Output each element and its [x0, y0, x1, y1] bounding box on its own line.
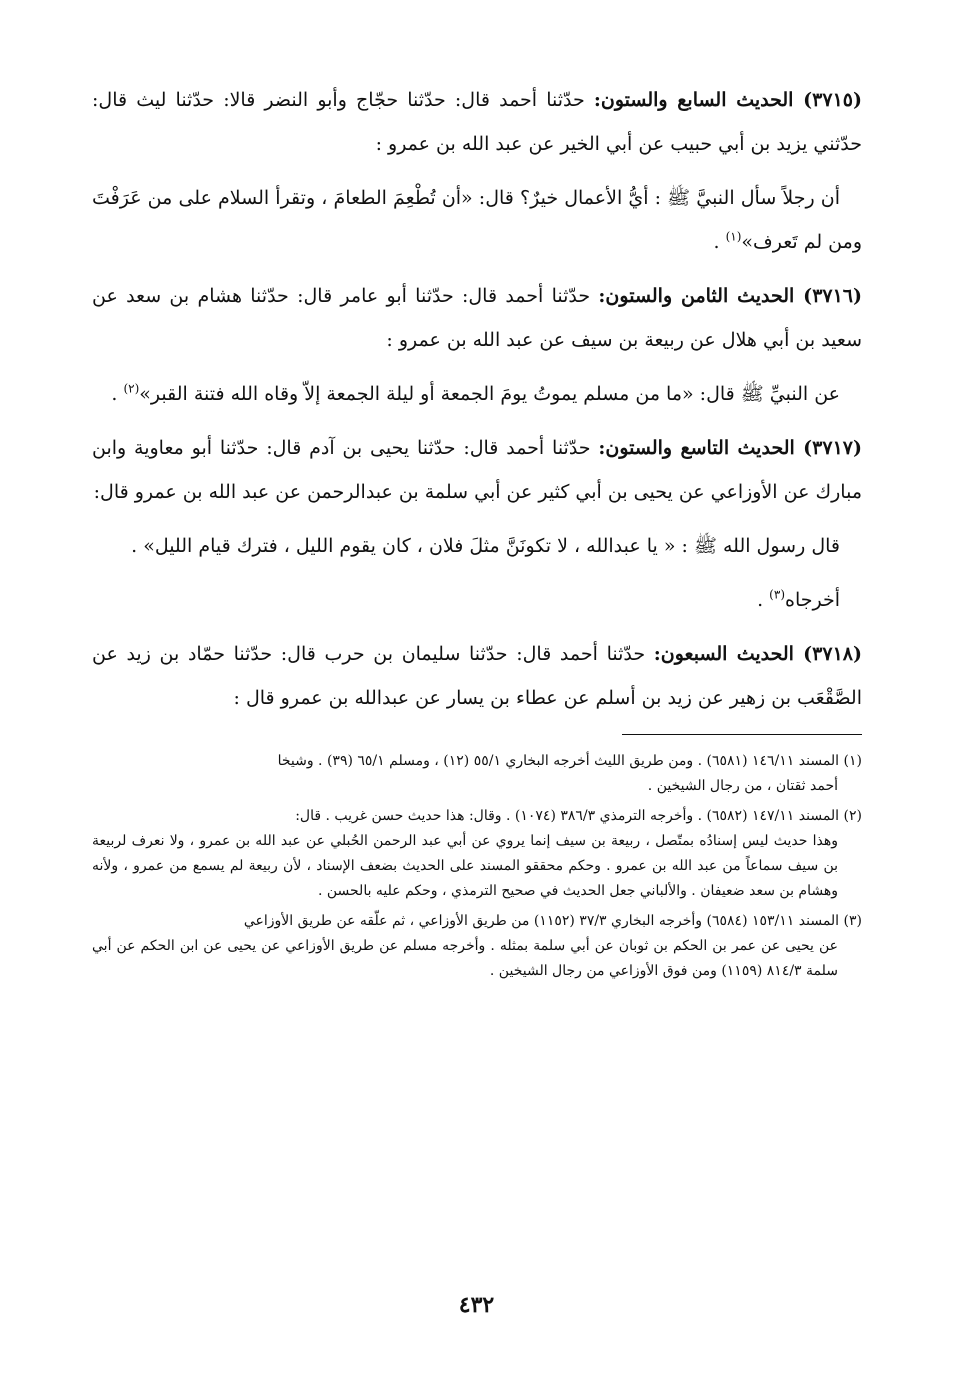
hadith-isnad-text: حدّثنا أحمد قال: حدّثنا يحيى بن آدم قال: حدّثنا أبو معاوية وابن مبارك عن الأوزاعي عن يحيى بن أبي كثير عن أبي سلمة بن عبدالرحمن عن عبد الله بن عمرو قال: [92, 437, 862, 503]
hadith-3716-matn: عن النبيِّ ﷺ قال: «ما من مسلم يموتُ يومَ الجمعة أو ليلة الجمعة إلاّ وقاه الله فتنة القبر»$^{(٢)}$ . [111, 381, 840, 405]
footnote-2 [92, 804, 862, 904]
footnote-number: (١) [843, 753, 862, 769]
footnote-first-line: المسند ١٤٦/١١ (٦٥٨١) . ومن طريق الليث أخرجه البخاري ٥٥/١ (١٢) ، ومسلم ٦٥/١ (٣٩) . وشيخا [277, 753, 840, 769]
hadith-heading: (٣٧١٥) الحديث السابع والستون: [593, 89, 862, 111]
hadith-3716-isnad [92, 274, 862, 362]
hadith-isnad-text: حدّثنا أحمد قال: حدّثنا سليمان بن حرب قال: حدّثنا حمّاد بن زيد عن الصَّقْعَب بن زهير عن زيد بن أسلم عن عطاء بن يسار عن عبدالله بن عمرو قال : [92, 643, 862, 709]
hadith-heading: (٣٧١٨) الحديث السبعون: [653, 643, 862, 665]
hadith-heading: (٣٧١٦) الحديث الثامن والستون: [598, 285, 863, 307]
hadith-3718-isnad [92, 632, 862, 720]
footnote-number: (٢) [843, 808, 862, 824]
footnote-number: (٣) [843, 913, 862, 929]
footnote-first-line: المسند ١٥٣/١١ (٦٥٨٤) وأخرجه البخاري ٣٧/٣ (١١٥٢) من طريق الأوزاعي ، ثم علّقه عن طريق الأوزاعي [243, 913, 840, 929]
footnote-ref[interactable]: (١) [725, 229, 742, 244]
footnote-ref[interactable]: (٢) [123, 381, 140, 396]
page-body [92, 78, 862, 989]
hadith-isnad-text: حدّثنا أحمد قال: حدّثنا أبو عامر قال: حدّثنا هشام بن سعد عن سعيد بن أبي هلال عن ربيعة بن سيف عن عبد الله بن عمرو : [92, 285, 862, 351]
hadith-matn-text: عن النبيِّ ﷺ قال: «ما من مسلم يموتُ يومَ الجمعة أو ليلة الجمعة إلاّ وقاه الله فتنة القبر» [139, 383, 840, 405]
footnote-continuation: عن يحيى عن عمر بن الحكم بن ثوبان عن أبي سلمة بمثله . وأخرجه مسلم عن طريق الأوزاعي عن يحيى عن ابن الحكم عن أبي سلمة ٨١٤/٣ (١١٥٩) ومن فوق الأوزاعي من رجال الشيخين . [92, 938, 838, 979]
footnote-1 [92, 749, 862, 799]
hadith-3717-takhrij: أخرجاه$^{(٣)}$ . [757, 587, 840, 611]
page-number: ٤٣٢ [458, 1292, 495, 1318]
hadith-isnad-text: حدّثنا أحمد قال: حدّثنا حجّاج وأبو النضر قالا: حدّثنا ليث قال: حدّثني يزيد بن أبي حبيب عن أبي الخير عن عبد الله بن عمرو : [92, 89, 862, 155]
hadith-matn-text: أن رجلاً سأل النبيَّ ﷺ : أيُّ الأعمال خيرٌ؟ قال: «أن تُطْعِمَ الطعامَ ، وتقرأ السلام على من عَرَفْتَ ومن لم تَعرف» [92, 187, 862, 253]
footnote-divider [622, 734, 862, 735]
hadith-3717-isnad [92, 426, 862, 514]
footnote-3 [92, 909, 862, 984]
hadith-3717-matn [92, 524, 862, 568]
footnote-first-line: المسند ١٤٧/١١ (٦٥٨٢) . وأخرجه الترمذي ٣٨٦/٣ (١٠٧٤) . وقال: هذا حديث حسن غريب . قال: [295, 808, 840, 824]
takhrij-text: أخرجاه [785, 589, 840, 611]
hadith-3715-matn: أن رجلاً سأل النبيَّ ﷺ : أيُّ الأعمال خيرٌ؟ قال: «أن تُطْعِمَ الطعامَ ، وتقرأ السلام على من عَرَفْتَ ومن لم تَعرف»$^{(١)}$ . [92, 187, 862, 253]
footnote-ref[interactable]: (٣) [769, 587, 785, 602]
hadith-3715-isnad [92, 78, 862, 166]
footnote-continuation: وهذا حديث ليس إسنادُه بمتّصل ، ربيعة بن سيف إنما يروي عن أبي عبد الرحمن الحُبلي عن عبد الله بن عمرو ، ولا نعرف لربيعة بن سيف سماعاً من عبد الله بن عمرو . وحكم محققو المسند على الحديث بضعف الإسناد ، لأن ربيعة لم يسمع من عمرو ، ولأنه وهشام بن سعد ضعيفان . والألباني جعل الحديث في صحيح الترمذي ، وحكم عليه بالحسن . [92, 833, 838, 899]
hadith-matn-text: قال رسول الله ﷺ : « يا عبدالله ، لا تكونَنَّ مثلَ فلان ، كان يقوم الليل ، فترك قيام الليل» . [131, 535, 840, 557]
hadith-heading: (٣٧١٧) الحديث التاسع والستون: [598, 437, 862, 459]
footnote-continuation: أحمد ثقتان ، من رجال الشيخين . [647, 778, 838, 794]
